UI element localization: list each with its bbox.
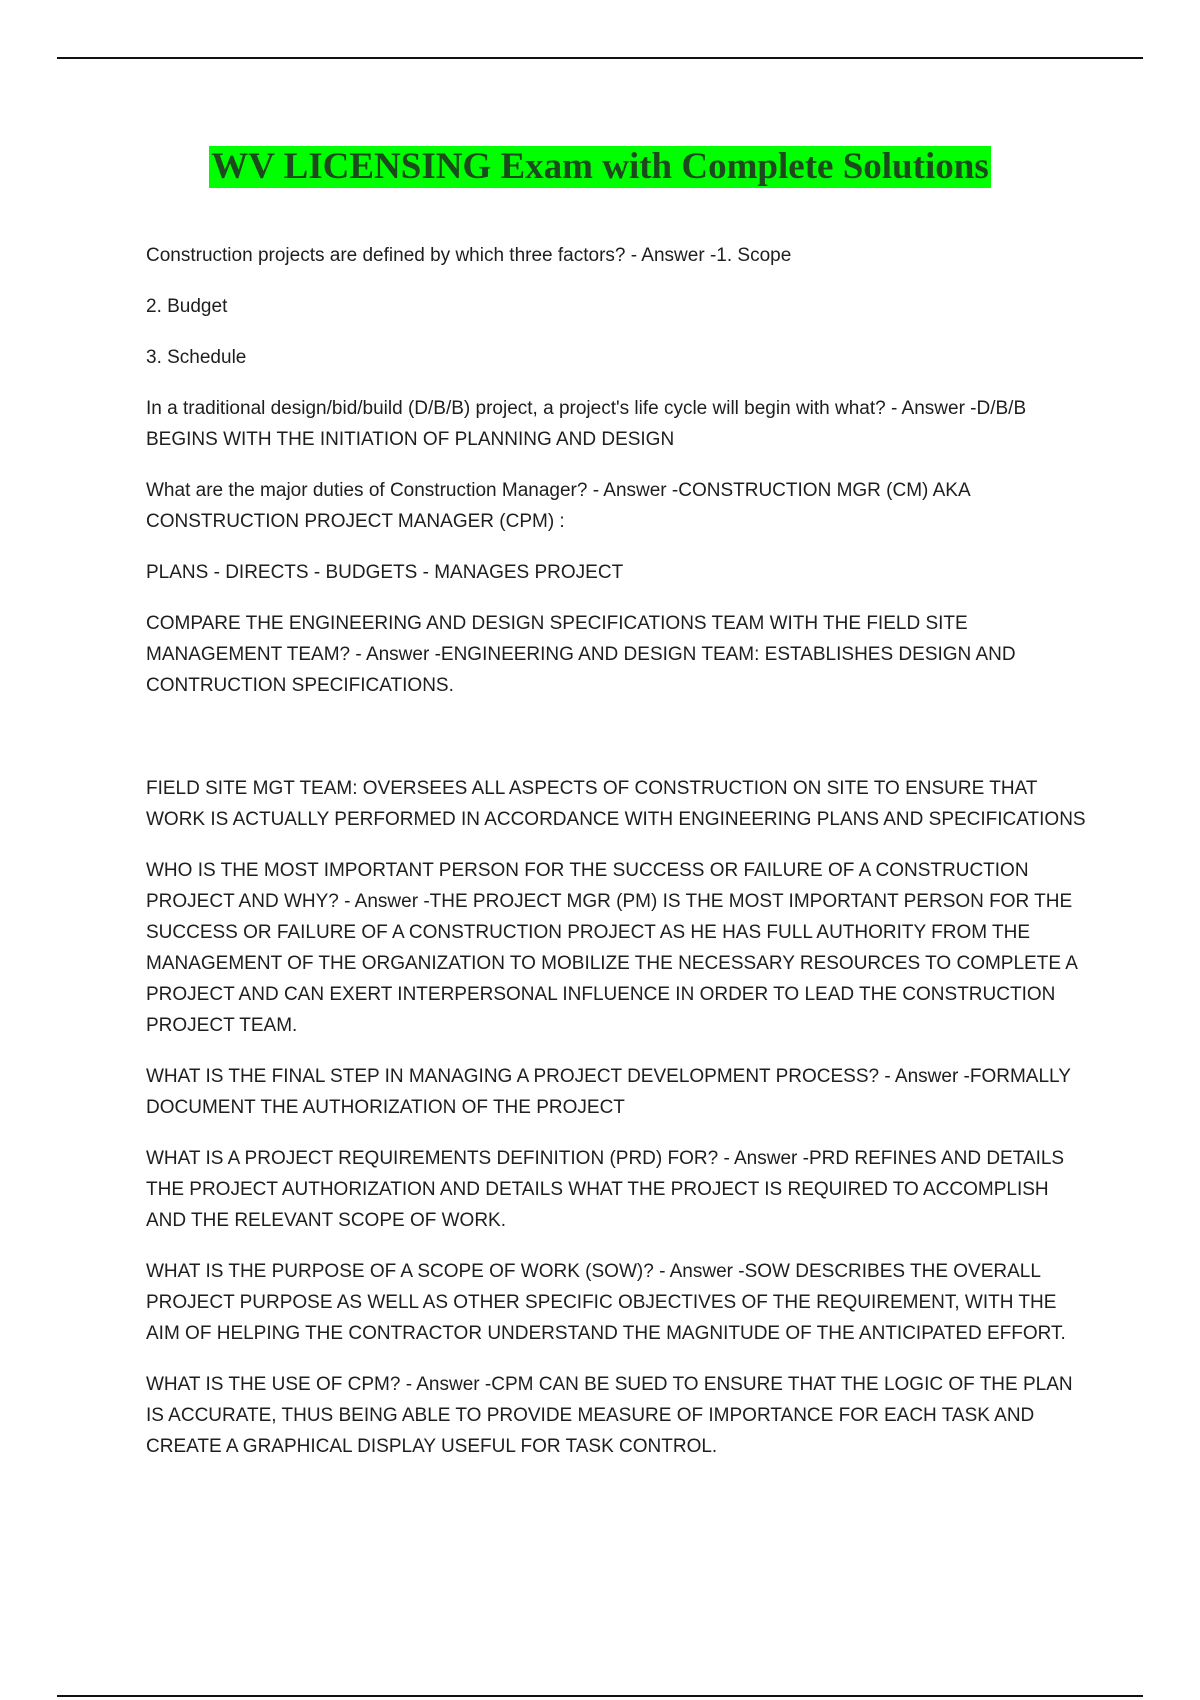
paragraph-2: 2. Budget: [146, 296, 228, 317]
title-container: [0, 146, 1200, 188]
document-title: WV LICENSING Exam with Complete Solutions: [211, 146, 989, 187]
paragraph-8: FIELD SITE MGT TEAM: OVERSEES ALL ASPECTS OF CONSTRUCTION ON SITE TO ENSURE THAT WORK IS ACTUALLY PERFORMED IN ACCORDANCE WITH ENGINEERING PLANS AND SPECIFICATIONS: [146, 778, 1086, 830]
paragraph-10: WHAT IS THE FINAL STEP IN MANAGING A PROJECT DEVELOPMENT PROCESS? - Answer -FORMALLY DOCUMENT THE AUTHORIZATION OF THE PROJECT: [146, 1066, 1071, 1118]
document-body: [146, 240, 1086, 1482]
paragraph-12: WHAT IS THE PURPOSE OF A SCOPE OF WORK (SOW)? - Answer -SOW DESCRIBES THE OVERALL PROJECT PURPOSE AS WELL AS OTHER SPECIFIC OBJECTIVES OF THE REQUIREMENT, WITH THE AIM OF HELPING THE CONTRACTOR UNDERSTAND THE MAGNITUDE OF THE ANTICIPATED EFFORT.: [146, 1261, 1066, 1344]
paragraph-5: What are the major duties of Construction Manager? - Answer -CONSTRUCTION MGR (CM) AKA CONSTRUCTION PROJECT MANAGER (CPM) :: [146, 480, 970, 532]
paragraph-11: WHAT IS A PROJECT REQUIREMENTS DEFINITION (PRD) FOR? - Answer -PRD REFINES AND DETAILS THE PROJECT AUTHORIZATION AND DETAILS WHAT THE PROJECT IS REQUIRED TO ACCOMPLISH AND THE RELEVANT SCOPE OF WORK.: [146, 1148, 1065, 1231]
paragraph-13: WHAT IS THE USE OF CPM? - Answer -CPM CAN BE SUED TO ENSURE THAT THE LOGIC OF THE PLAN IS ACCURATE, THUS BEING ABLE TO PROVIDE MEASURE OF IMPORTANCE FOR EACH TASK AND CREATE A GRAPHICAL DISPLAY USEFUL FOR TASK CONTROL.: [146, 1374, 1073, 1457]
paragraph-6: PLANS - DIRECTS - BUDGETS - MANAGES PROJECT: [146, 562, 624, 583]
paragraph-3: 3. Schedule: [146, 347, 247, 368]
paragraph-9: WHO IS THE MOST IMPORTANT PERSON FOR THE SUCCESS OR FAILURE OF A CONSTRUCTION PROJECT AND WHY? - Answer -THE PROJECT MGR (PM) IS THE MOST IMPORTANT PERSON FOR THE SUCCESS OR FAILURE OF A CONSTRUCTION PROJECT AS HE HAS FULL AUTHORITY FROM THE MANAGEMENT OF THE ORGANIZATION TO MOBILIZE THE NECESSARY RESOURCES TO COMPLETE A PROJECT AND CAN EXERT INTERPERSONAL INFLUENCE IN ORDER TO LEAD THE CONSTRUCTION PROJECT TEAM.: [146, 860, 1077, 1036]
paragraph-7: COMPARE THE ENGINEERING AND DESIGN SPECIFICATIONS TEAM WITH THE FIELD SITE MANAGEMENT TEAM? - Answer -ENGINEERING AND DESIGN TEAM: ESTABLISHES DESIGN AND CONTRUCTION SPECIFICATIONS.: [146, 613, 1016, 696]
paragraph-4: In a traditional design/bid/build (D/B/B) project, a project's life cycle will begin with what? - Answer -D/B/B BEGINS WITH THE INITIATION OF PLANNING AND DESIGN: [146, 398, 1027, 450]
paragraph-1: Construction projects are defined by which three factors? - Answer -1. Scope: [146, 245, 792, 266]
footer-rule: [57, 1695, 1143, 1697]
header-rule: [57, 57, 1143, 59]
